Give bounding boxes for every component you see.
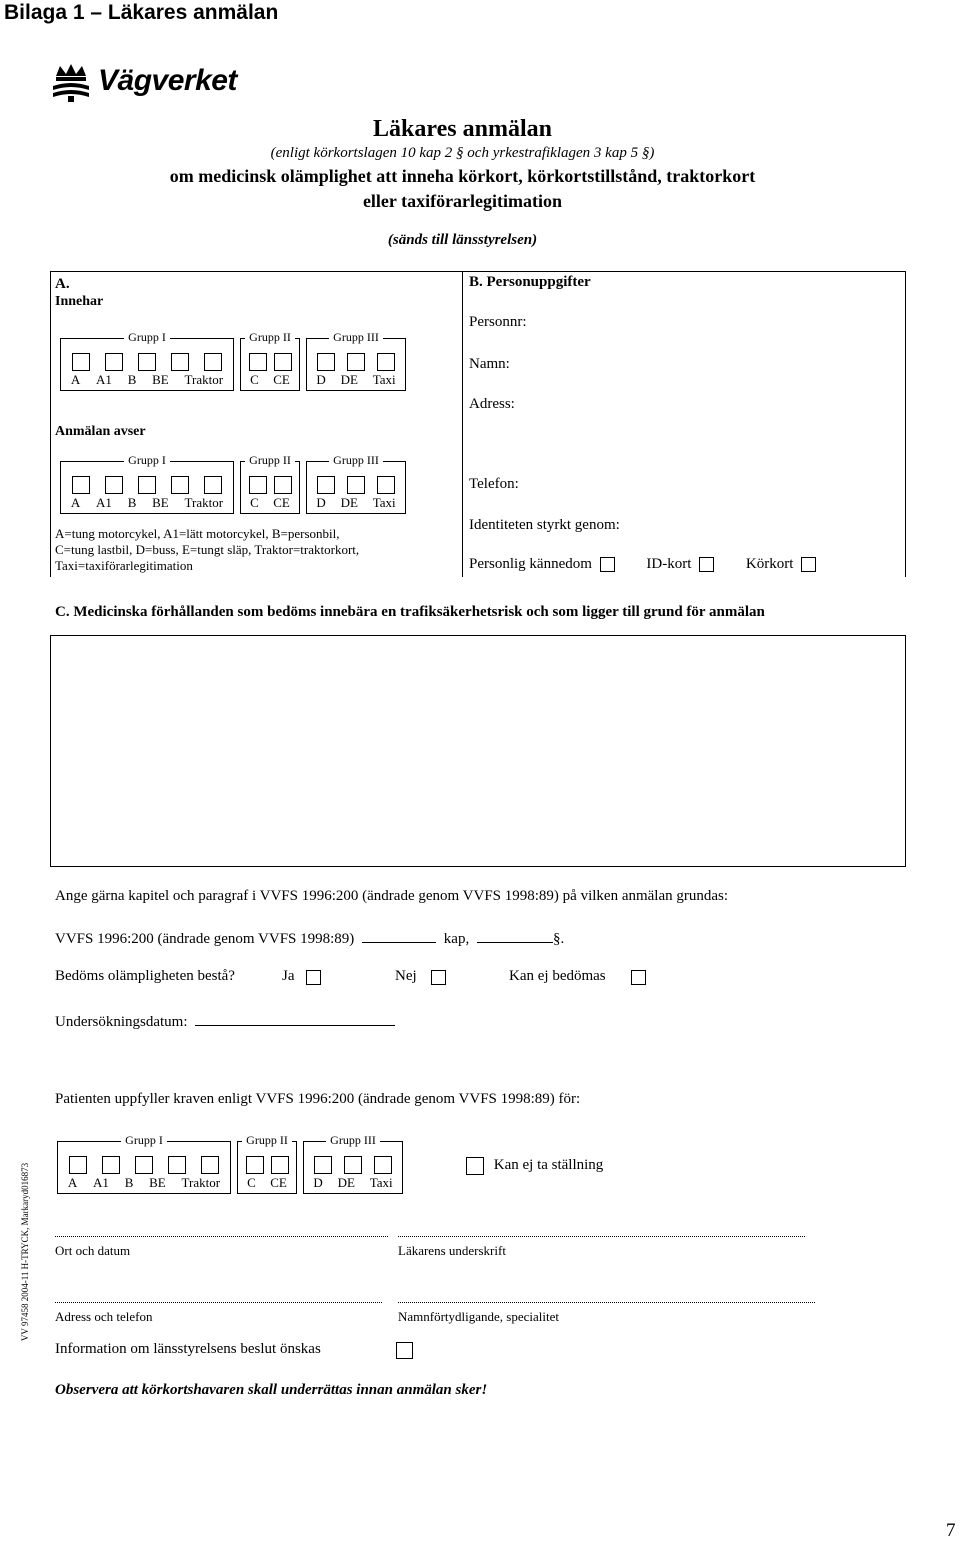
innehar-c-checkbox[interactable] — [249, 353, 267, 371]
personlig-kannedom-checkbox[interactable] — [600, 557, 615, 572]
group-title: Grupp II — [245, 330, 295, 344]
avser-group-3 — [306, 453, 406, 514]
undersokningsdatum-input[interactable] — [195, 1011, 395, 1026]
kapitel-input[interactable] — [362, 928, 436, 943]
page-header: Bilaga 1 – Läkares anmälan — [4, 1, 279, 24]
section-b-heading: B. Personuppgifter — [469, 274, 591, 290]
telefon-label: Telefon: — [469, 476, 519, 492]
innehar-be-checkbox[interactable] — [171, 353, 189, 371]
observera-note: Observera att körkortshavaren skall underrättas innan anmälan sker! — [55, 1382, 488, 1398]
category-label: A — [70, 495, 81, 510]
group-title: Grupp III — [329, 453, 383, 467]
underskrift-label: Läkarens underskrift — [398, 1243, 506, 1258]
legend-line: C=tung lastbil, D=buss, E=tungt släp, Traktor=traktorkort, — [55, 542, 360, 557]
category-label: B — [124, 1175, 134, 1190]
crown-emblem-icon — [50, 62, 92, 104]
avser-c-checkbox[interactable] — [249, 476, 267, 494]
group-title: Grupp I — [121, 1133, 167, 1147]
avser-be-checkbox[interactable] — [171, 476, 189, 494]
category-label: A1 — [96, 495, 112, 510]
namnfortydligande-label: Namnförtydligande, specialitet — [398, 1309, 560, 1324]
category-label: BE — [152, 372, 169, 387]
category-label: A — [67, 1175, 78, 1190]
legend-line: A=tung motorcykel, A1=lätt motorcykel, B=personbil, — [55, 526, 340, 541]
innehar-a1-checkbox[interactable] — [105, 353, 123, 371]
section-divider — [462, 271, 463, 577]
category-label: Taxi — [369, 1175, 393, 1190]
group-title: Grupp I — [124, 453, 170, 467]
namn-label: Namn: — [469, 356, 510, 372]
group-title: Grupp III — [326, 1133, 380, 1147]
avser-taxi-checkbox[interactable] — [377, 476, 395, 494]
category-label: C — [247, 1175, 256, 1190]
info-beslut-label: Information om länsstyrelsens beslut önskas — [55, 1341, 321, 1357]
innehar-label: Innehar — [55, 294, 104, 309]
kan-ej-ta-stallning-row — [466, 1157, 603, 1175]
section-a-heading: A. — [55, 276, 70, 292]
adress-label: Adress: — [469, 396, 515, 412]
patient-traktor-checkbox[interactable] — [201, 1156, 219, 1174]
category-label: DE — [340, 372, 358, 387]
kan-ej-ta-stallning-checkbox[interactable] — [466, 1157, 484, 1175]
group-title: Grupp III — [329, 330, 383, 344]
patient-de-checkbox[interactable] — [344, 1156, 362, 1174]
innehar-group-1 — [60, 330, 234, 391]
category-label: C — [250, 372, 259, 387]
kan-ej-ta-stallning-label: Kan ej ta ställning — [493, 1157, 604, 1174]
innehar-ce-checkbox[interactable] — [274, 353, 292, 371]
avser-de-checkbox[interactable] — [347, 476, 365, 494]
form-title-line3: eller taxiförarlegitimation — [362, 191, 563, 211]
vvfs-reference-text: VVFS 1996:200 (ändrade genom VVFS 1998:89) — [55, 931, 355, 947]
group-title: Grupp II — [245, 453, 295, 467]
category-legend — [55, 526, 359, 574]
adress-telefon-label: Adress och telefon — [55, 1309, 153, 1324]
info-beslut-checkbox[interactable] — [396, 1342, 413, 1359]
patient-taxi-checkbox[interactable] — [374, 1156, 392, 1174]
avser-group-2 — [240, 453, 300, 514]
legend-line: Taxi=taxiförarlegitimation — [55, 558, 193, 573]
category-label: A1 — [96, 372, 112, 387]
avser-b-checkbox[interactable] — [138, 476, 156, 494]
patient-b-checkbox[interactable] — [135, 1156, 153, 1174]
avser-traktor-checkbox[interactable] — [204, 476, 222, 494]
info-beslut-row — [55, 1341, 425, 1363]
category-label: B — [127, 495, 137, 510]
namnfortydligande-input[interactable] — [398, 1302, 815, 1303]
category-label: DE — [337, 1175, 355, 1190]
category-label: D — [316, 495, 326, 510]
avser-a1-checkbox[interactable] — [105, 476, 123, 494]
kan-ej-bedomas-label: Kan ej bedömas — [509, 968, 606, 984]
category-label: D — [316, 372, 326, 387]
form-title-line2: om medicinsk olämplighet att inneha körkort, körkortstillstånd, traktorkort — [169, 166, 756, 186]
innehar-de-checkbox[interactable] — [347, 353, 365, 371]
innehar-group-3 — [306, 330, 406, 391]
korkort-label: Körkort — [745, 556, 794, 572]
personlig-kannedom-label: Personlig kännedom — [469, 556, 592, 572]
id-kort-label: ID-kort — [646, 556, 692, 572]
avser-ce-checkbox[interactable] — [274, 476, 292, 494]
ja-label: Ja — [282, 968, 295, 984]
adress-telefon-input[interactable] — [55, 1302, 382, 1303]
send-to-note: (sänds till länsstyrelsen) — [387, 232, 538, 248]
innehar-b-checkbox[interactable] — [138, 353, 156, 371]
personnr-label: Personnr: — [469, 314, 527, 330]
patient-a-checkbox[interactable] — [69, 1156, 87, 1174]
category-label: Taxi — [372, 372, 396, 387]
group-title: Grupp II — [242, 1133, 292, 1147]
anmalan-avser-label: Anmälan avser — [55, 424, 146, 439]
identity-options — [469, 556, 889, 573]
category-label: BE — [152, 495, 169, 510]
category-label: CE — [270, 1175, 287, 1190]
category-label: DE — [340, 495, 358, 510]
patient-group-2 — [237, 1133, 297, 1194]
patient-be-checkbox[interactable] — [168, 1156, 186, 1174]
patient-group-1 — [57, 1133, 231, 1194]
side-print-code: VV 97458 2004-11 H-TRYCK, Markaryd016873 — [20, 1162, 30, 1342]
kan-ej-bedomas-checkbox[interactable] — [631, 970, 646, 985]
nej-label: Nej — [395, 968, 417, 984]
innehar-group-2 — [240, 330, 300, 391]
category-label: A1 — [93, 1175, 109, 1190]
ort-datum-input[interactable] — [55, 1236, 388, 1237]
avser-d-checkbox[interactable] — [317, 476, 335, 494]
patient-c-checkbox[interactable] — [246, 1156, 264, 1174]
category-label: Traktor — [181, 1175, 221, 1190]
form-subtitle-law: (enligt körkortslagen 10 kap 2 § och yrkestrafiklagen 3 kap 5 §) — [270, 145, 655, 161]
category-label: D — [313, 1175, 323, 1190]
category-label: Traktor — [184, 495, 224, 510]
innehar-a-checkbox[interactable] — [72, 353, 90, 371]
category-label: Traktor — [184, 372, 224, 387]
kap-label: kap, — [443, 931, 470, 947]
bestar-row — [55, 968, 675, 990]
section-c-heading: C. Medicinska förhållanden som bedöms innebära en trafiksäkerhetsrisk och som ligger till grund för anmälan — [55, 604, 765, 620]
patient-ce-checkbox[interactable] — [271, 1156, 289, 1174]
undersokningsdatum-label: Undersökningsdatum: — [55, 1014, 188, 1030]
bestar-question: Bedöms olämpligheten bestå? — [55, 968, 235, 984]
korkort-checkbox[interactable] — [801, 557, 816, 572]
avser-a-checkbox[interactable] — [72, 476, 90, 494]
paragraf-input[interactable] — [477, 928, 553, 943]
category-label: C — [250, 495, 259, 510]
category-label: B — [127, 372, 137, 387]
logo-text: Vägverket — [98, 64, 237, 97]
vvfs-reference-row — [55, 928, 564, 948]
paragraf-label: §. — [552, 931, 565, 947]
patient-group-3 — [303, 1133, 403, 1194]
form-title: Läkares anmälan — [373, 116, 552, 142]
innehar-taxi-checkbox[interactable] — [377, 353, 395, 371]
patient-d-checkbox[interactable] — [314, 1156, 332, 1174]
avser-group-1 — [60, 453, 234, 514]
innehar-traktor-checkbox[interactable] — [204, 353, 222, 371]
category-label: Taxi — [372, 495, 396, 510]
group-title: Grupp I — [124, 330, 170, 344]
identitet-label: Identiteten styrkt genom: — [469, 517, 620, 533]
category-label: CE — [273, 495, 290, 510]
category-label: A — [70, 372, 81, 387]
innehar-d-checkbox[interactable] — [317, 353, 335, 371]
patient-a1-checkbox[interactable] — [102, 1156, 120, 1174]
category-label: BE — [149, 1175, 166, 1190]
ja-checkbox[interactable] — [306, 970, 321, 985]
underskrift-input[interactable] — [398, 1236, 805, 1237]
vagverket-logo — [50, 62, 250, 107]
patient-heading: Patienten uppfyller kraven enligt VVFS 1996:200 (ändrade genom VVFS 1998:89) för: — [55, 1091, 581, 1107]
medical-conditions-textarea[interactable] — [50, 635, 906, 867]
nej-checkbox[interactable] — [431, 970, 446, 985]
ange-kapitel-text: Ange gärna kapitel och paragraf i VVFS 1996:200 (ändrade genom VVFS 1998:89) på vilken anmälan grundas: — [55, 888, 729, 904]
id-kort-checkbox[interactable] — [699, 557, 714, 572]
page-number: 7 — [946, 1520, 956, 1541]
undersokningsdatum-row — [55, 1011, 395, 1031]
ort-datum-label: Ort och datum — [55, 1243, 131, 1258]
category-label: CE — [273, 372, 290, 387]
